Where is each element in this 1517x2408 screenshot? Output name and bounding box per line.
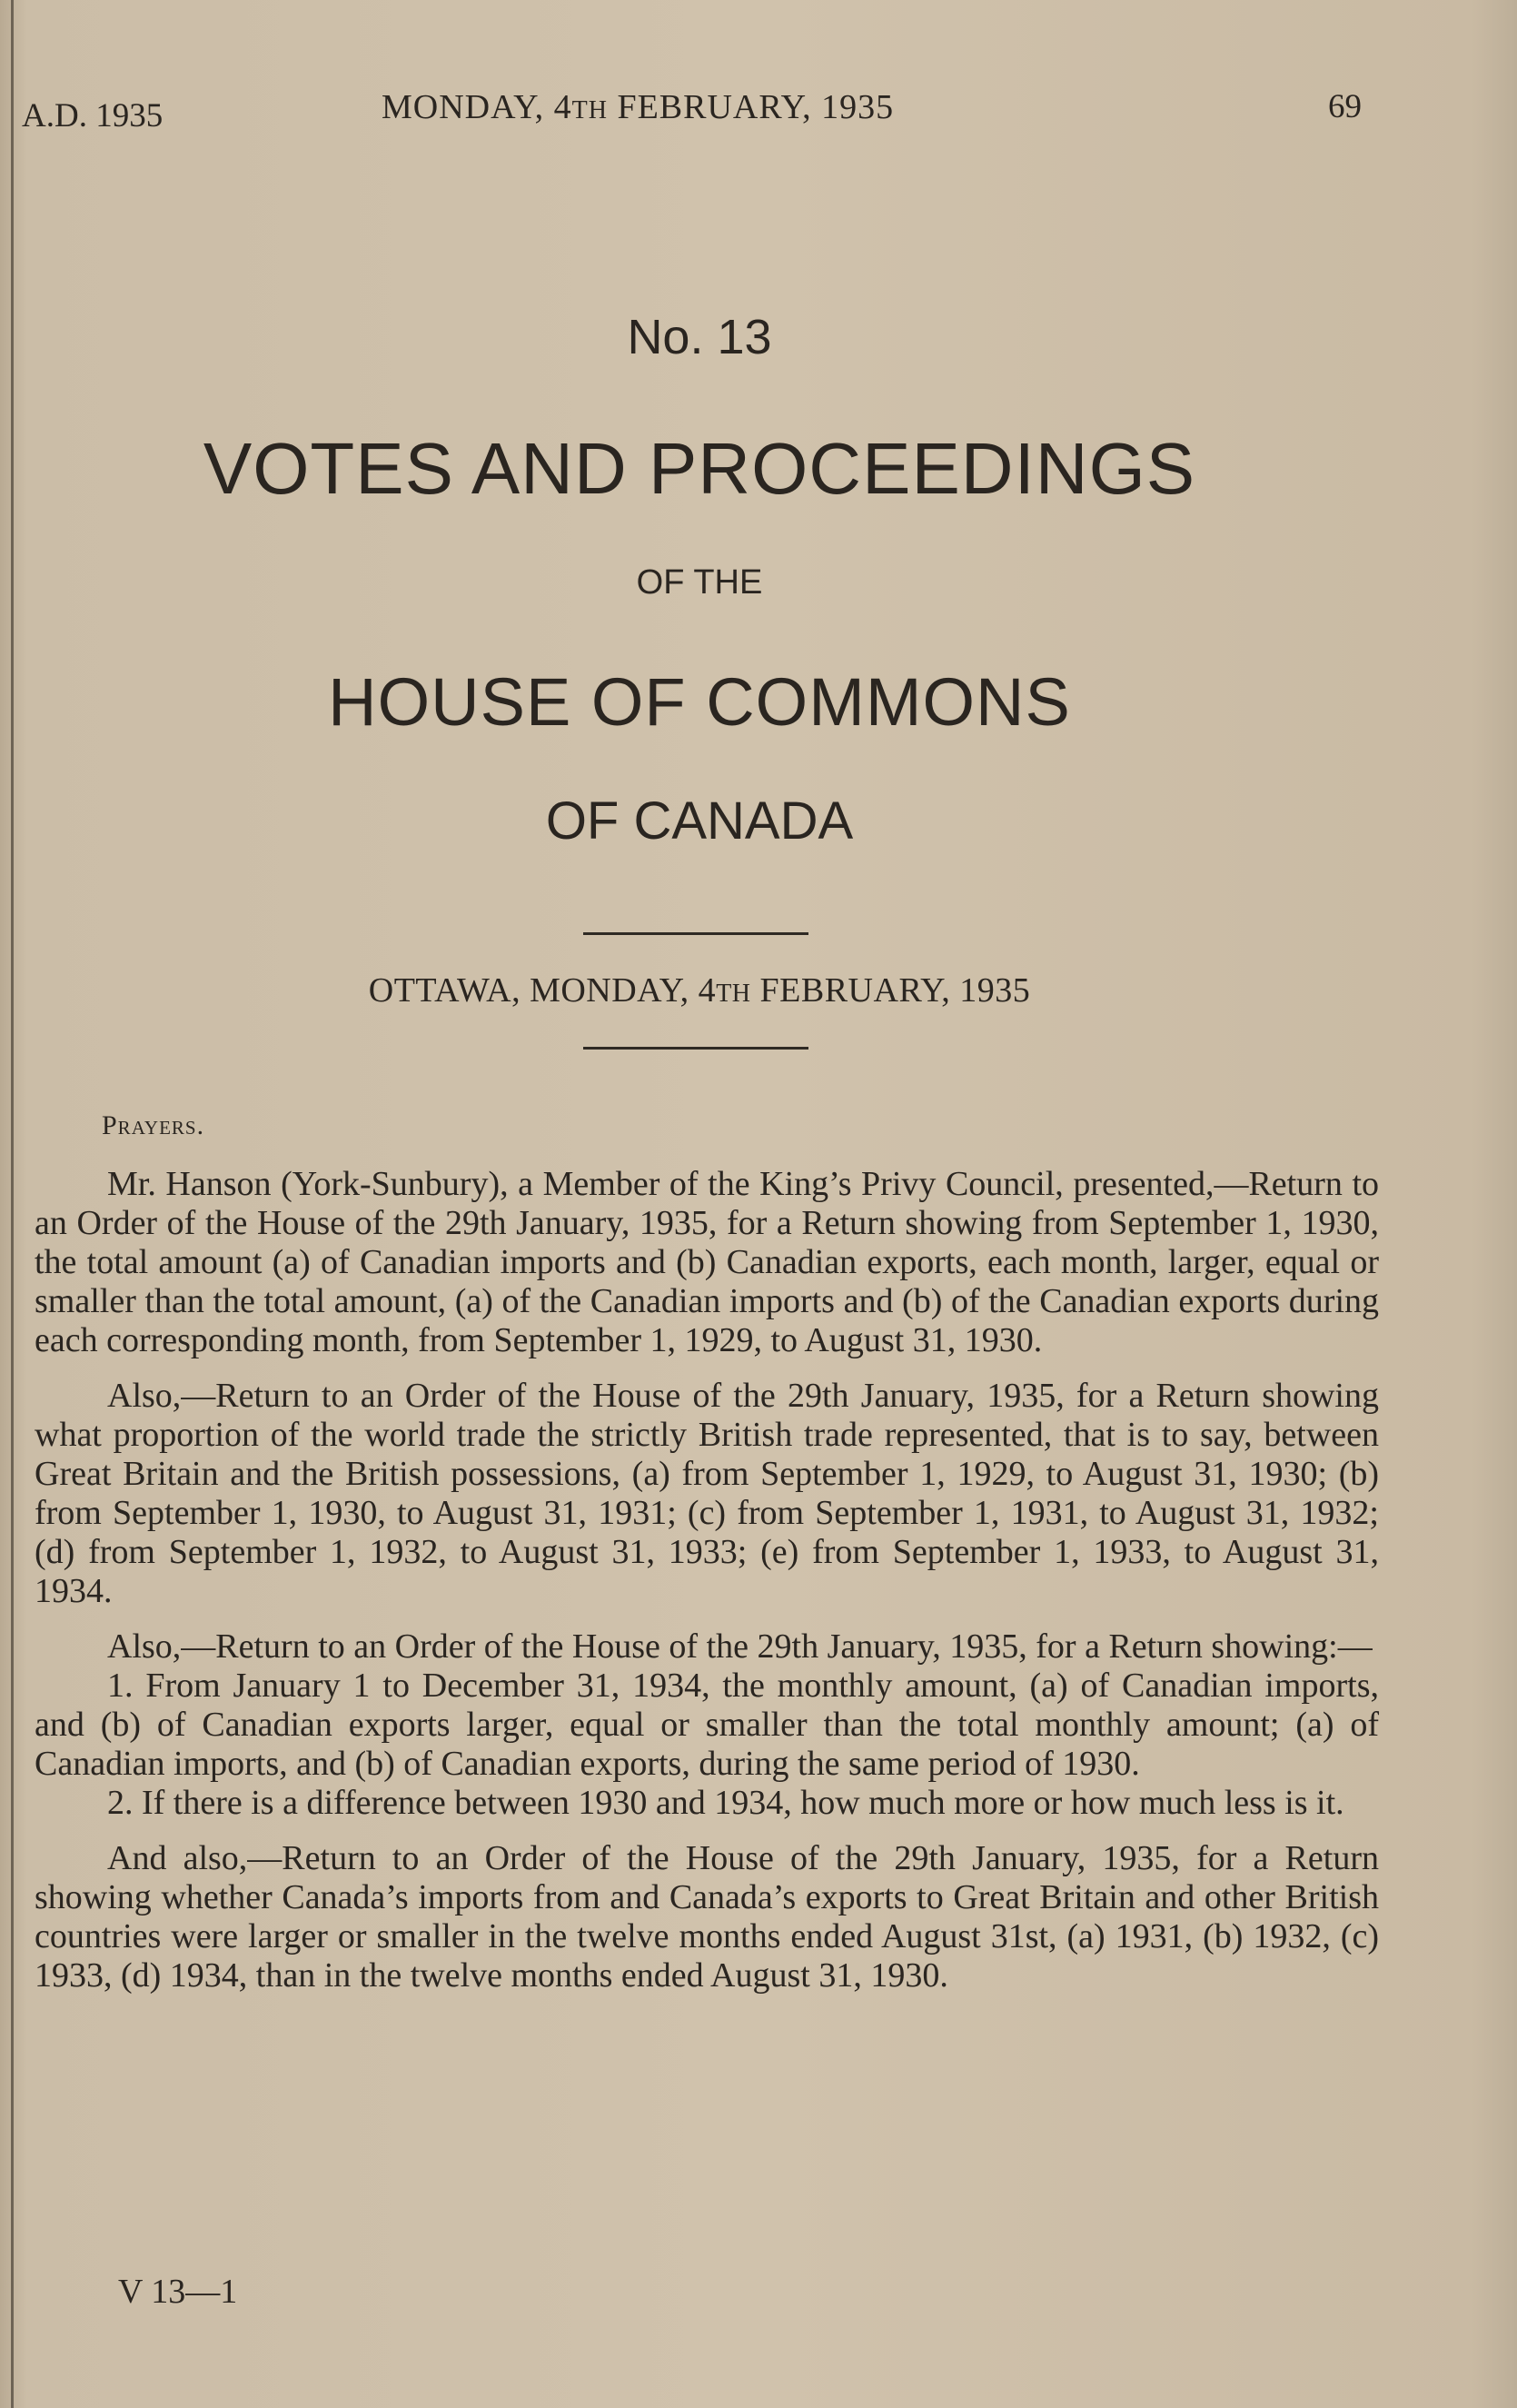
paragraph-hanson-return: Mr. Hanson (York-Sunbury), a Member of the King’s Privy Council, presented,—Return to an Order of the House of the 29th January, 1935, for a Return showing from September 1, 1930, the total amount (a) of Canadian imports and (b) Canadian exports, each month, larger, equal or smaller than the total amount, (a) of the Canadian imports and (b) of the Canadian exports during each corresponding month, from September 1, 1929, to August 31, 1930. [35,1165,1379,1359]
paragraph-world-trade-return: Also,—Return to an Order of the House of the 29th January, 1935, for a Return showing what proportion of the world trade the strictly British trade represented, that is to say, between Great Britain and the British possessions, (a) from September 1, 1929, to August 31, 1930; (b) from September 1, 1930, to August 31, 1931; (c) from September 1, 1931, to August 31, 1932; (d) from September 1, 1932, to August 31, 1933; (e) from September 1, 1933, to August 31, 1934. [35,1377,1379,1610]
divider-top [583,932,808,935]
paragraph-return-showing: Also,—Return to an Order of the House of the 29th January, 1935, for a Return showing:— [107,1627,1373,1666]
running-head-date-part2: FEBRUARY, 1935 [607,88,895,126]
paragraph-and-also-return: And also,—Return to an Order of the House of the 29th January, 1935, for a Return showing whether Canada’s imports from and Canada’s exports to Great Britain and other British countries were larger or smaller in the twelve months ended August 31st, (a) 1931, (b) 1932, (c) 1933, (d) 1934, than in the twelve months ended August 31, 1930. [35,1839,1379,1995]
divider-bottom [583,1047,808,1050]
dateline-ordinal: TH [716,980,751,1008]
dateline-part1: OTTAWA, MONDAY, 4 [368,971,717,1010]
title-of-canada: OF CANADA [545,791,854,851]
running-head-date [382,87,894,127]
dateline-part2: FEBRUARY, 1935 [750,971,1031,1010]
running-head-date-part1: MONDAY, 4 [382,88,572,126]
prayers-heading: Prayers. [102,1110,205,1140]
page-number: 69 [1328,88,1362,125]
paragraph-item-1: 1. From January 1 to December 31, 1934, the monthly amount, (a) of Canadian imports, and (b) of Canadian exports larger, equal or smaller than the total monthly amount; (a) of Canadian imports, and (b) of Canadian exports, during the same period of 1930. [35,1667,1379,1783]
issue-number: No. 13 [627,310,772,364]
title-of-the: OF THE [636,563,763,602]
dateline [0,970,1399,1010]
signature-mark: V 13—1 [118,2273,238,2311]
running-head [0,87,1517,142]
title-votes-and-proceedings: VOTES AND PROCEEDINGS [203,428,1196,509]
running-head-year: A.D. 1935 [22,97,164,134]
paragraph-item-2: 2. If there is a difference between 1930 and 1934, how much more or how much less is it. [107,1784,1344,1822]
title-house-of-commons: HOUSE OF COMMONS [328,664,1071,740]
body-text [35,1165,1379,2012]
running-head-date-ordinal: TH [571,96,608,124]
